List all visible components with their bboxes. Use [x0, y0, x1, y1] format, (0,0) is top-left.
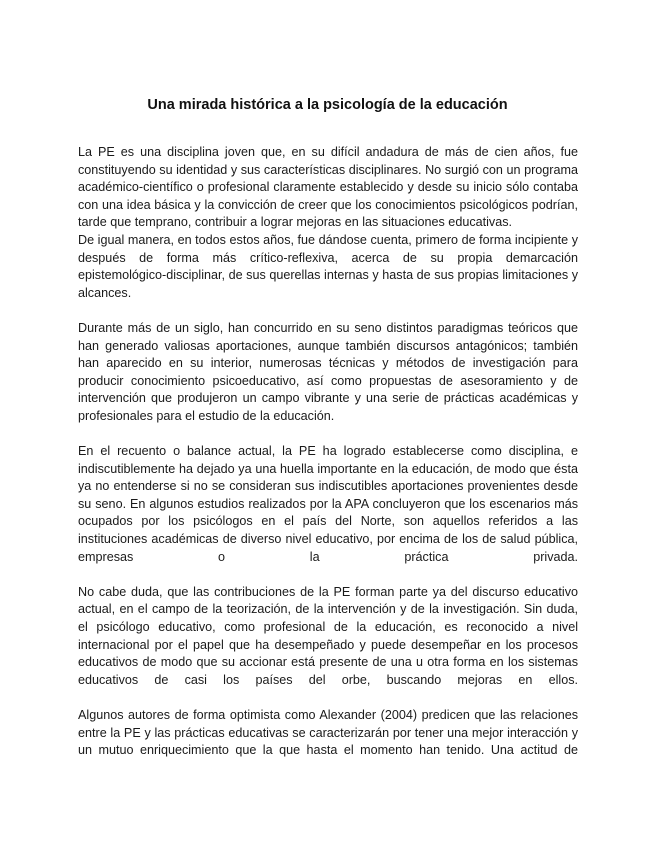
paragraph-6: Algunos autores de forma optimista como Alexander (2004) predicen que las relaciones entre la PE y las prácticas educativas se caracterizarán por tener una mejor interacción y un mutuo enriquecimiento que la que hasta el momento han tenido. Una actitud de	[78, 708, 578, 758]
page-title: Una mirada histórica a la psicología de la educación	[147, 97, 508, 113]
document-body	[78, 144, 578, 760]
paragraph-4: En el recuento o balance actual, la PE ha logrado establecerse como disciplina, e indiscutiblemente ha dejado ya una huella importante en la educación, de modo que ésta ya no entenderse si no se consideran sus indiscutibles aportaciones provenientes desde su seno. En algunos estudios realizados por la APA concluyeron que los escenarios más ocupados por los psicólogos en el país del Norte, son aquellos referidos a las instituciones académicas de diverso nivel educativo, por encima de los de salud pública, empresas o la práctica privada.	[78, 444, 578, 564]
paragraph-spacer	[78, 566, 578, 584]
paragraph-spacer	[78, 426, 578, 444]
paragraph-1: La PE es una disciplina joven que, en su difícil andadura de más de cien años, fue constituyendo su identidad y sus características disciplinares. No surgió con un programa académico-científico o profesional claramente establecido y desde su inicio sólo contaba con una idea básica y la convicción de creer que los conocimientos psicológicos podrían, tarde que temprano, contribuir a lograr mejoras en las situaciones educativas.	[78, 145, 578, 230]
paragraph-2: De igual manera, en todos estos años, fue dándose cuenta, primero de forma incipiente y después de forma más crítico-reflexiva, acerca de su propia demarcación epistemológico-disciplinar, de sus querellas internas y hasta de sus propias limitaciones y alcances.	[78, 232, 578, 300]
paragraph-spacer	[78, 689, 578, 707]
paragraph-5: No cabe duda, que las contribuciones de la PE forman parte ya del discurso educativo actual, en el campo de la teorización, de la intervención y de la investigación. Sin duda, el psicólogo educativo, como profesional de la educación, es reconocido a nivel internacional por el papel que ha desempeñado y puede desempeñar en los procesos educativos de modo que su accionar está presente de una u otra forma en los sistemas educativos de casi los países del orbe, buscando mejoras en ellos.	[78, 584, 578, 687]
paragraph-3: Durante más de un siglo, han concurrido en su seno distintos paradigmas teóricos que han generado valiosas aportaciones, aunque también discursos antagónicos; también han aparecido en su interior, numerosas técnicas y métodos de investigación para producir conocimiento psicoeducativo, así como propuestas de asesoramiento y de intervención que produjeron un campo vibrante y una serie de prácticas académicas y profesionales para el estudio de la educación.	[78, 320, 578, 423]
paragraph-spacer	[78, 302, 578, 320]
